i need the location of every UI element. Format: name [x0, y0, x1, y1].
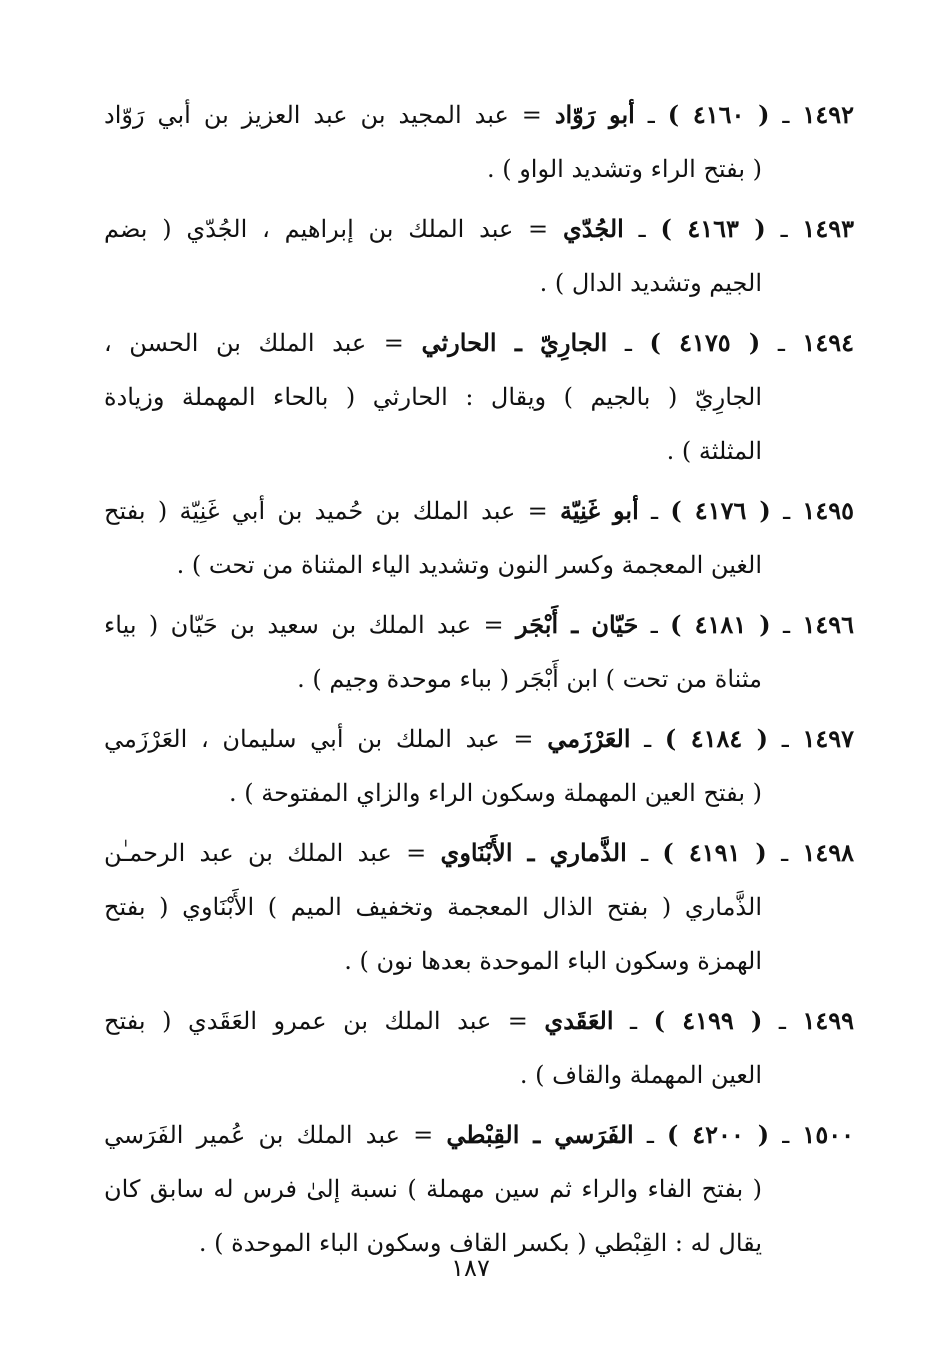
entry-number: ١٤٩٥	[802, 496, 854, 525]
entry-reference: ( ٤١٧٥ )	[649, 328, 761, 357]
entry-continuation: الذَّماري ( بفتح الذال المعجمة وتخفيف الميم ) الأَبْنَاوي ( بفتح	[104, 893, 762, 921]
entry-first-line: ١٤٩٢ ـ ( ٤١٦٠ ) ـ أبو رَوّاد = عبد المجيد بن عبد العزيز بن أبي رَوّاد	[104, 100, 854, 129]
entry-names: الجُدّي	[562, 214, 624, 243]
entry-reference: ( ٤١٨٤ )	[664, 724, 769, 753]
entry-first-line: ١٥٠٠ ـ ( ٤٢٠٠ ) ـ الفَرَسي ـ القِبْطي = عبد الملك بن عُمير الفَرَسي	[104, 1120, 854, 1149]
entry-names: العَرْزَمي	[547, 724, 631, 753]
entry-names: حَيّان ـ أَبْجَر	[516, 610, 639, 639]
entry-1495	[104, 484, 854, 592]
entry-reference: ( ٤١٦٠ )	[667, 100, 770, 129]
entry-1499	[104, 994, 854, 1102]
entry-first-line: ١٤٩٨ ـ ( ٤١٩١ ) ـ الذَّماري ـ الأَبْنَاوي = عبد الملك بن عبد الرحمـٰن	[104, 838, 854, 867]
entry-reference: ( ٤١٩١ )	[662, 838, 767, 867]
entry-text: = عبد الملك بن إبراهيم ، الجُدّي ( بضم	[104, 215, 549, 243]
entry-text: = عبد الملك بن عمرو العَقَدي ( بفتح	[104, 1007, 528, 1035]
entry-first-line: ١٤٩٩ ـ ( ٤١٩٩ ) ـ العَقَدي = عبد الملك بن عمرو العَقَدي ( بفتح	[104, 1006, 854, 1035]
page-number: ١٨٧	[451, 1254, 490, 1282]
entry-text: = عبد الملك بن الحسن ،	[104, 329, 404, 357]
entry-text: = عبد الملك بن أبي سليمان ، العَرْزَمي	[104, 725, 534, 753]
entry-names: أبو غَنِيّة	[560, 496, 639, 525]
entry-continuation: الجارِيّ ( بالجيم ) ويقال : الحارثي ( بالحاء المهملة وزيادة	[104, 383, 762, 411]
entry-1497	[104, 712, 854, 820]
entry-text: = عبد الملك بن حُميد بن أبي غَنِيّة ( بفتح	[104, 497, 548, 525]
entry-names: الجارِيّ ـ الحارثي	[421, 328, 608, 357]
entry-1498	[104, 826, 854, 988]
entry-text: = عبد الملك بن سعيد بن حَيّان ( بياء	[104, 611, 504, 639]
entry-number: ١٤٩٢	[802, 100, 854, 129]
entry-continuation: ( بفتح الراء وتشديد الواو ) .	[486, 155, 762, 183]
entry-number: ١٥٠٠	[802, 1120, 854, 1149]
entry-reference: ( ٤١٦٣ )	[660, 214, 766, 243]
entry-number: ١٤٩٧	[802, 724, 854, 753]
entry-1493	[104, 202, 854, 310]
entry-number: ١٤٩٦	[802, 610, 854, 639]
entry-continuation: الهمزة وسكون الباء الموحدة بعدها نون ) .	[344, 947, 762, 975]
entry-1496	[104, 598, 854, 706]
entry-reference: ( ٤١٧٦ )	[670, 496, 771, 525]
entry-first-line: ١٤٩٧ ـ ( ٤١٨٤ ) ـ العَرْزَمي = عبد الملك بن أبي سليمان ، العَرْزَمي	[104, 724, 854, 753]
entry-text: = عبد المجيد بن عبد العزيز بن أبي رَوّاد	[104, 101, 542, 129]
entry-reference: ( ٤١٩٩ )	[653, 1006, 763, 1035]
entry-continuation: الجيم وتشديد الدال ) .	[539, 269, 762, 297]
entry-first-line: ١٤٩٣ ـ ( ٤١٦٣ ) ـ الجُدّي = عبد الملك بن إبراهيم ، الجُدّي ( بضم	[104, 214, 854, 243]
entry-continuation: ( بفتح العين المهملة وسكون الراء والزاي المفتوحة ) .	[228, 779, 762, 807]
entry-first-line: ١٤٩٦ ـ ( ٤١٨١ ) ـ حَيّان ـ أَبْجَر = عبد الملك بن سعيد بن حَيّان ( بياء	[104, 610, 854, 639]
entry-number: ١٤٩٩	[802, 1006, 854, 1035]
entry-reference: ( ٤٢٠٠ )	[667, 1120, 770, 1149]
entry-first-line: ١٤٩٤ ـ ( ٤١٧٥ ) ـ الجارِيّ ـ الحارثي = عبد الملك بن الحسن ،	[104, 328, 854, 357]
entries-list	[104, 88, 854, 1276]
entry-1500	[104, 1108, 854, 1270]
entry-number: ١٤٩٤	[802, 328, 854, 357]
entry-names: العَقَدي	[544, 1006, 614, 1035]
entry-number: ١٤٩٣	[802, 214, 854, 243]
entry-1494	[104, 316, 854, 478]
entry-names: الفَرَسي ـ القِبْطي	[446, 1120, 634, 1149]
entry-1492	[104, 88, 854, 196]
entry-number: ١٤٩٨	[802, 838, 854, 867]
entry-continuation: مثناة من تحت ) ابن أَبْجَر ( بباء موحدة وجيم ) .	[297, 665, 762, 693]
entry-continuation: العين المهملة والقاف ) .	[519, 1061, 762, 1089]
entry-continuation: ( بفتح الفاء والراء ثم سين مهملة ) نسبة إلىٰ فرس له سابق كان	[104, 1175, 762, 1203]
entry-reference: ( ٤١٨١ )	[670, 610, 771, 639]
entry-continuation: الغين المعجمة وكسر النون وتشديد الياء المثناة من تحت ) .	[176, 551, 762, 579]
entry-first-line: ١٤٩٥ ـ ( ٤١٧٦ ) ـ أبو غَنِيّة = عبد الملك بن حُميد بن أبي غَنِيّة ( بفتح	[104, 496, 854, 525]
entry-continuation: المثلثة ) .	[666, 437, 762, 465]
entry-names: أبو رَوّاد	[554, 100, 635, 129]
entry-names: الذَّماري ـ الأَبْنَاوي	[440, 838, 627, 867]
entry-text: = عبد الملك بن عُمير الفَرَسي	[104, 1121, 434, 1149]
entry-continuation: يقال له : القِبْطي ( بكسر القاف وسكون الباء الموحدة ) .	[198, 1229, 762, 1257]
entry-text: = عبد الملك بن عبد الرحمـٰن	[104, 839, 427, 867]
